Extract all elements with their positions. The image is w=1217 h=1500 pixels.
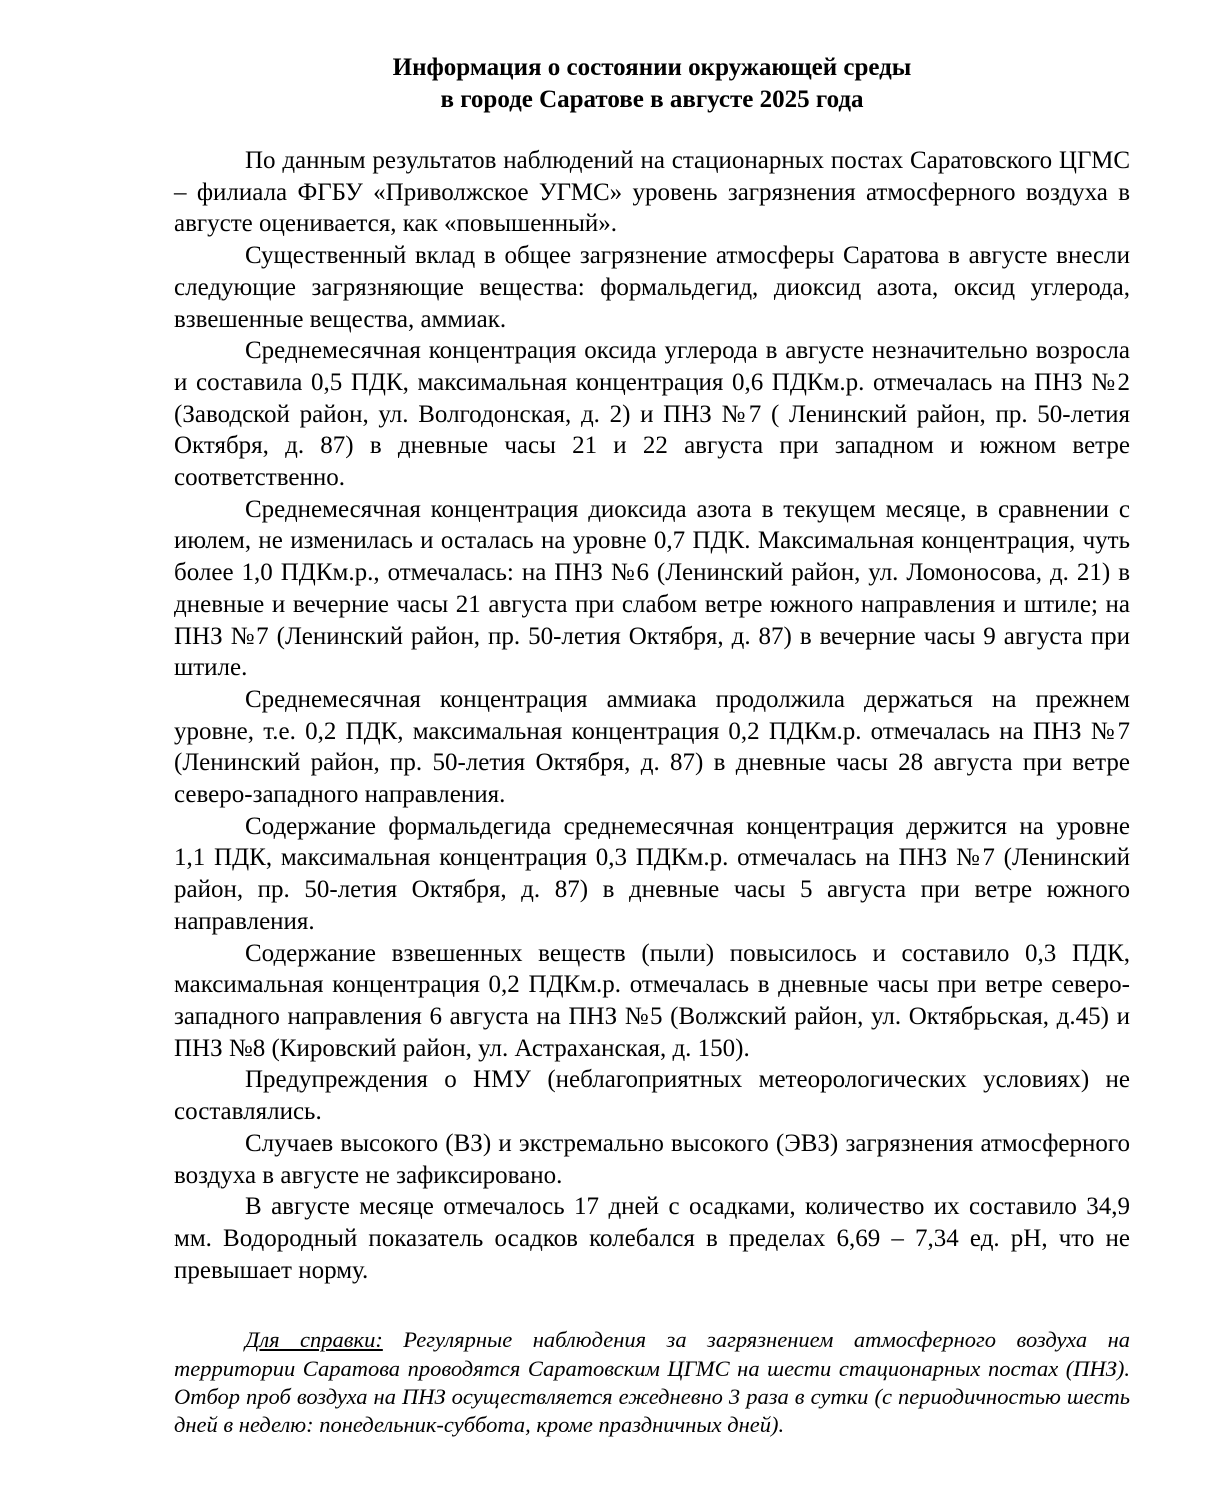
document-body bbox=[174, 145, 1130, 1286]
paragraph-high-pollution-cases: Случаев высокого (ВЗ) и экстремально высокого (ЭВЗ) загрязнения атмосферного воздуха в августе не зафиксировано. bbox=[174, 1129, 1130, 1189]
paragraph-main-pollutants: Существенный вклад в общее загрязнение атмосферы Саратова в августе внесли следующие загрязняющие вещества: формальдегид, диоксид азота, оксид углерода, взвешенные вещества, аммиак. bbox=[174, 242, 1130, 333]
reference-note-text: Регулярные наблюдения за загрязнением атмосферного воздуха на территории Саратова проводятся Саратовским ЦГМС на шести стационарных постах (ПНЗ). Отбор проб воздуха на ПНЗ осуществляется ежедневно 3 раза в сутки (с периодичностью шесть дней в неделю: понедельник-суббота, кроме праздничных дней). bbox=[174, 1327, 1130, 1438]
paragraph-suspended-matter: Содержание взвешенных веществ (пыли) повысилось и составило 0,3 ПДК, максимальная концентрация 0,2 ПДКм.р. отмечалась в дневные часы при ветре северо-западного направления 6 августа на ПНЗ №5 (Волжский район, ул. Октябрьская, д.45) и ПНЗ №8 (Кировский район, ул. Астраханская, д. 150). bbox=[174, 939, 1130, 1062]
title-line-2: в городе Саратове в августе 2025 года bbox=[440, 86, 864, 113]
paragraph-carbon-monoxide: Среднемесячная концентрация оксида углерода в августе незначительно возросла и составила 0,5 ПДК, максимальная концентрация 0,6 ПДКм.р. отмечалась на ПНЗ №2 (Заводской район, ул. Волгодонская, д. 2) и ПНЗ №7 ( Ленинский район, пр. 50-летия Октября, д. 87) в дневные часы 21 и 22 августа при западном и южном ветре соответственно. bbox=[174, 337, 1130, 492]
document-title bbox=[174, 52, 1130, 116]
reference-note-lead: Для справки: bbox=[245, 1327, 383, 1353]
paragraph-air-pollution-level: По данным результатов наблюдений на стационарных постах Саратовского ЦГМС – филиала ФГБУ «Приволжское УГМС» уровень загрязнения атмосферного воздуха в августе оценивается, как «повышенный». bbox=[174, 147, 1130, 238]
paragraph-nitrogen-dioxide: Среднемесячная концентрация диоксида азота в текущем месяце, в сравнении с июлем, не изменилась и осталась на уровне 0,7 ПДК. Максимальная концентрация, чуть более 1,0 ПДКм.р., отмечалась: на ПНЗ №6 (Ленинский район, ул. Ломоносова, д. 21) в дневные и вечерние часы 21 августа при слабом ветре южного направления и штиле; на ПНЗ №7 (Ленинский район, пр. 50-летия Октября, д. 87) в вечерние часы 9 августа при штиле. bbox=[174, 495, 1130, 682]
paragraph-ammonia: Среднемесячная концентрация аммиака продолжила держаться на прежнем уровне, т.е. 0,2 ПДК, максимальная концентрация 0,2 ПДКм.р. отмечалась на ПНЗ №7 (Ленинский район, пр. 50-летия Октября, д. 87) в дневные часы 28 августа при ветре северо-западного направления. bbox=[174, 685, 1130, 809]
document-page bbox=[174, 52, 1130, 1462]
reference-note bbox=[174, 1326, 1130, 1439]
paragraph-formaldehyde: Содержание формальдегида среднемесячная концентрация держится на уровне 1,1 ПДК, максимальная концентрация 0,3 ПДКм.р. отмечалась на ПНЗ №7 (Ленинский район, пр. 50-летия Октября, д. 87) в дневные часы 5 августа при ветре южного направления. bbox=[174, 812, 1130, 935]
title-line-1: Информация о состоянии окружающей среды bbox=[392, 54, 912, 81]
paragraph-nmu-warnings: Предупреждения о НМУ (неблагоприятных метеорологических условиях) не составлялись. bbox=[174, 1066, 1130, 1126]
paragraph-precipitation: В августе месяце отмечалось 17 дней с осадками, количество их составило 34,9 мм. Водородный показатель осадков колебался в пределах 6,69 – 7,34 ед. pH, что не превышает норму. bbox=[174, 1193, 1130, 1284]
